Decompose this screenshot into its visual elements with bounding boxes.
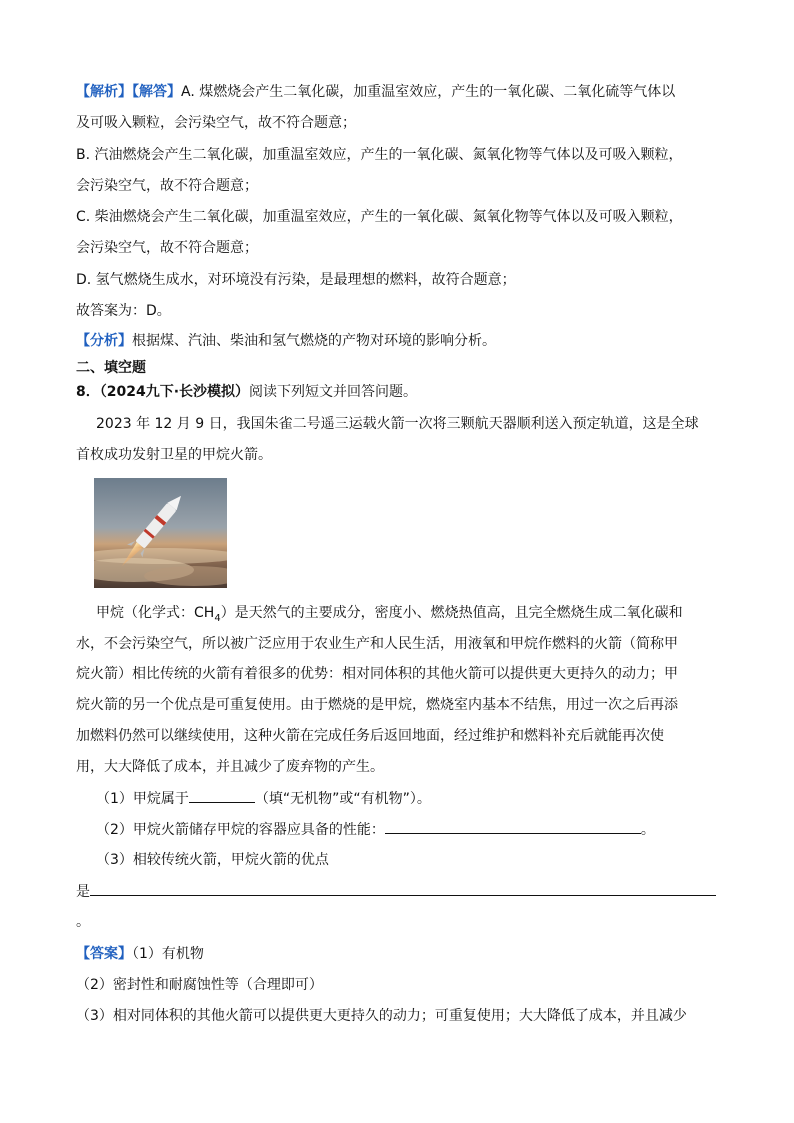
subquestion-3-answer-line (76, 881, 716, 902)
para1-line-2: 首枚成功发射卫星的甲烷火箭。 (76, 447, 272, 463)
analysis-line-2: 及可吸入颗粒，会污染空气，故不符合题意； (76, 115, 356, 131)
question-number: 8． (76, 384, 100, 400)
answer-1: （1）有机物 (132, 946, 204, 962)
analysis-line-7: D. 氢气燃烧生成水，对环境没有污染，是最理想的燃料，故符合题意； (76, 272, 516, 288)
analysis-line-6: 会污染空气，故不符合题意； (76, 240, 258, 256)
q1-answer-blank[interactable] (189, 788, 255, 803)
fenxi-text: 根据煤、汽油、柴油和氢气燃烧的产物对环境的影响分析。 (132, 333, 496, 349)
fenxi-tag: 【分析】 (76, 333, 132, 349)
analysis-tag: 【解析】 (76, 84, 132, 100)
para2-line-3: 烷火箭）相比传统的火箭有着很多的优势：相对同体积的其他火箭可以提供更大更持久的动力；甲 (76, 666, 678, 682)
answer-3: （3）相对同体积的其他火箭可以提供更大更持久的动力；可重复使用；大大降低了成本，并且减少 (76, 1008, 687, 1024)
analysis-line-5: C. 柴油燃烧会产生二氧化碳，加重温室效应，产生的一氧化碳、氮氧化物等气体以及可吸入颗粒， (76, 209, 683, 225)
q2-end: 。 (640, 822, 655, 838)
subquestion-1 (96, 788, 431, 809)
subscript-4: 4 (214, 612, 221, 624)
para1-line-1: 2023 年 12 月 9 日，我国朱雀二号遥三运载火箭一次将三颗航天器顺利送入预定轨道，这是全球 (96, 416, 699, 432)
q1-hint: （填“无机物”或“有机物”）。 (254, 791, 431, 807)
para2-line-2: 水，不会污染空气，所以被广泛应用于农业生产和人民生活，用液氧和甲烷作燃料的火箭（简称甲 (76, 636, 678, 652)
q1-text: （1）甲烷属于 (96, 791, 189, 807)
q3-answer-blank[interactable] (90, 881, 716, 896)
solution-tag: 【解答】 (132, 84, 181, 100)
subquestion-3: （3）相较传统火箭，甲烷火箭的优点 (96, 852, 329, 868)
rocket-launch-image (94, 478, 227, 588)
answer-tag: 【答案】 (76, 946, 132, 962)
q2-answer-blank[interactable] (385, 819, 641, 834)
fenxi-line (76, 331, 496, 351)
answer-line-1 (76, 944, 204, 964)
para2-text-b: ）是天然气的主要成分，密度小、燃烧热值高，且完全燃烧生成二氧化碳和 (220, 605, 683, 621)
para2-text-a: 甲烷（化学式：CH (96, 605, 215, 621)
question-prompt: 阅读下列短文并回答问题。 (249, 384, 418, 400)
q3-shi: 是 (76, 884, 90, 900)
para2-line-1 (96, 603, 683, 629)
q2-text: （2）甲烷火箭储存甲烷的容器应具备的性能： (96, 822, 385, 838)
subquestion-2 (96, 819, 655, 840)
para2-line-4: 烷火箭的另一个优点是可重复使用。由于燃烧的是甲烷，燃烧室内基本不结焦，用过一次之后再添 (76, 697, 678, 713)
para2-line-6: 用，大大降低了成本，并且减少了废弃物的产生。 (76, 759, 384, 775)
analysis-line-1 (76, 82, 675, 102)
analysis-text: A. 煤燃烧会产生二氧化碳，加重温室效应，产生的一氧化碳、二氧化硫等气体以 (181, 84, 676, 100)
analysis-line-4: 会污染空气，故不符合题意； (76, 178, 258, 194)
analysis-line-8: 故答案为：D。 (76, 303, 171, 319)
answer-2: （2）密封性和耐腐蚀性等（合理即可） (76, 977, 323, 993)
question-header (76, 382, 417, 402)
analysis-line-3: B. 汽油燃烧会产生二氧化碳，加重温室效应，产生的一氧化碳、氮氧化物等气体以及可吸入颗粒， (76, 147, 683, 163)
para2-line-5: 加燃料仍然可以继续使用，这种火箭在完成任务后返回地面，经过维护和燃料补充后就能再次使 (76, 728, 664, 744)
question-source: （2024九下·长沙模拟） (99, 384, 250, 400)
section-title: 二、填空题 (76, 360, 146, 376)
q3-end: 。 (76, 914, 90, 930)
